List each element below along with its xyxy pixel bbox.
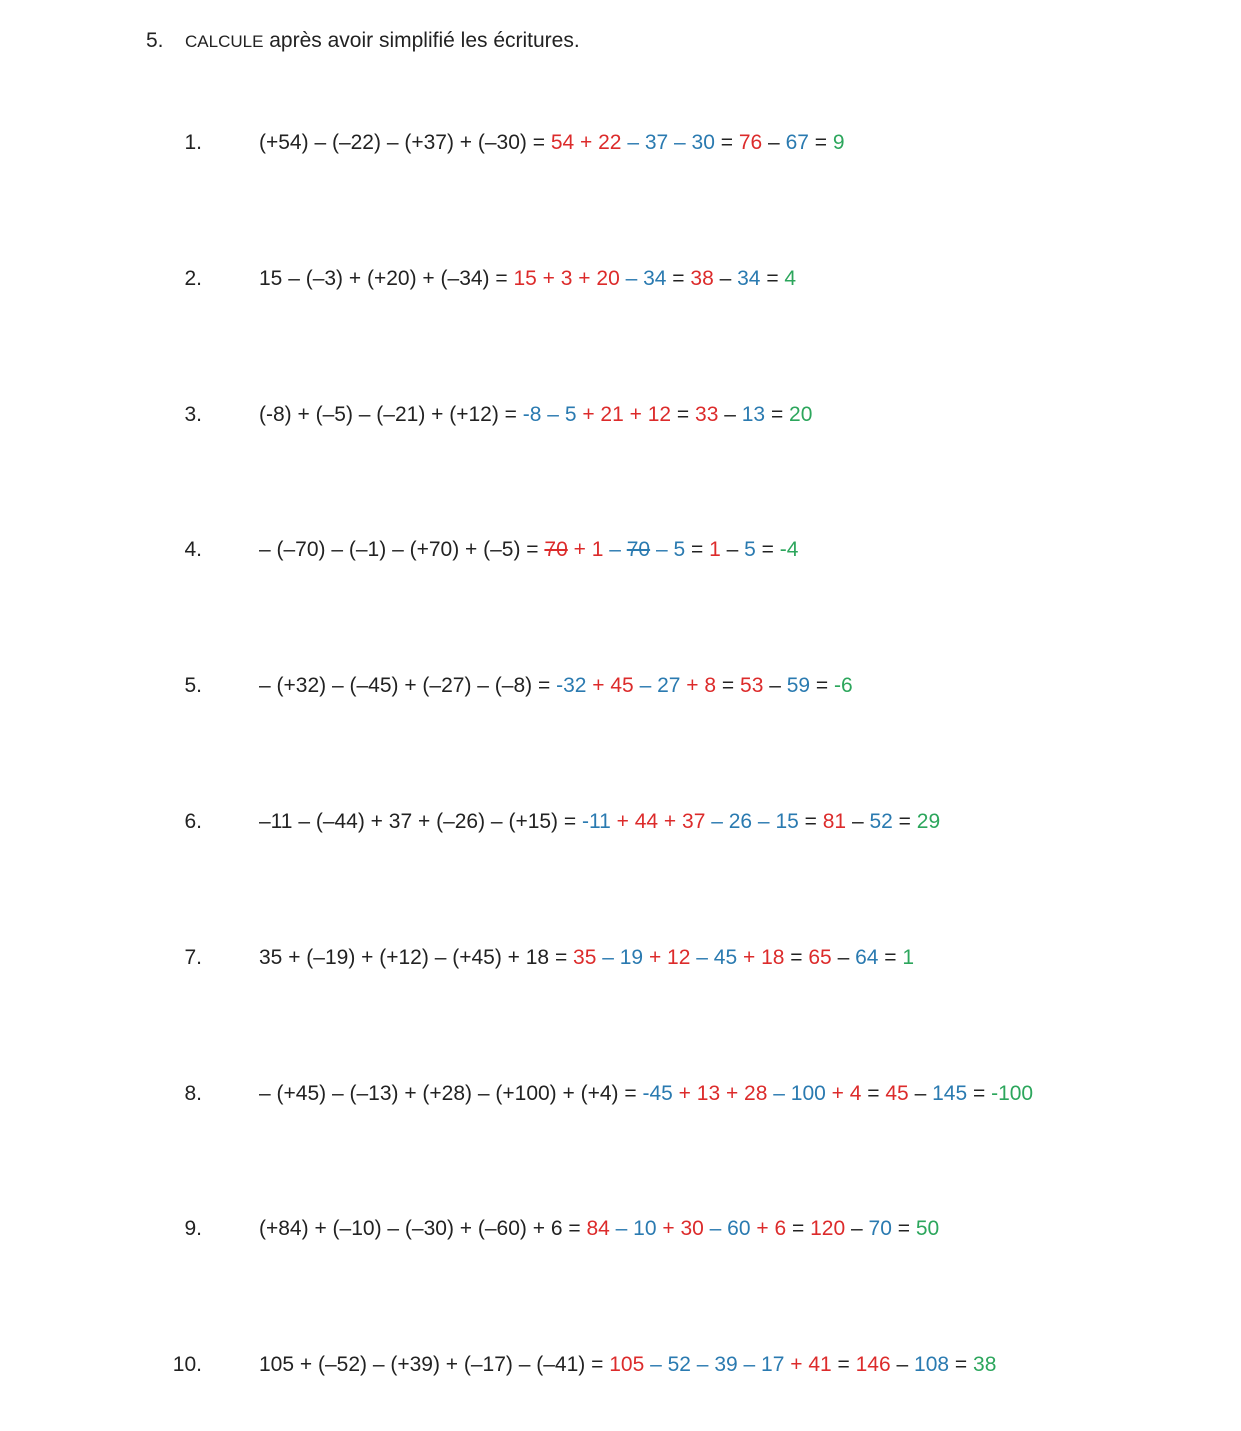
expression-term: = [861,1082,886,1105]
expression-term: = [755,538,780,561]
expression-term: 35 + (–19) + (+12) – (+45) + 18 = [259,946,574,969]
exercise-expression [259,1348,996,1382]
exercise-expression [259,941,914,975]
exercise-expression [259,669,853,703]
expression-term: = [786,1217,811,1240]
expression-term: – 45 [690,946,738,969]
expression-term: -11 [582,810,611,833]
expression-term: – 37 – 30 [621,131,715,154]
exercise-line [0,262,1200,296]
exercise-expression [259,805,940,839]
expression-term: 1 [709,538,721,561]
expression-term: – [718,403,742,426]
expression-term: – 26 – 15 [705,810,799,833]
expression-term: 35 [573,946,597,969]
expression-term: 146 [855,1353,891,1376]
expression-term: – 5 [650,538,686,561]
exercise-line [0,1212,1200,1246]
exercise-number: 6. [184,810,202,833]
exercise-number: 1. [184,131,202,154]
exercise-line [0,533,1200,567]
expression-term: = [716,674,741,697]
expression-term: 20 [789,403,813,426]
expression-term: + 13 + 28 [672,1082,768,1105]
exercise-number: 10. [172,1353,202,1376]
expression-term: + 30 [656,1217,704,1240]
expression-term: -4 [779,538,799,561]
expression-term: – [763,674,787,697]
expression-term: = [967,1082,992,1105]
expression-term: – 34 [619,267,667,290]
expression-term: 65 [808,946,832,969]
exercise-line [0,1348,1200,1382]
exercise-expression [259,126,845,160]
expression-term: 1 [902,946,915,969]
expression-term: = [685,538,710,561]
expression-term: 53 [740,674,764,697]
expression-term: = [810,674,835,697]
expression-term: – [603,538,627,561]
expression-term: (+54) – (–22) – (+37) + (–30) = [259,131,551,154]
exercise-number: 8. [184,1082,202,1105]
exercise-expression [259,533,798,567]
expression-term: -8 – 5 [522,403,577,426]
expression-term: = [760,267,785,290]
expression-term: -100 [991,1082,1034,1105]
expression-term: + 4 [825,1082,862,1105]
expression-term: 38 [690,267,714,290]
expression-term: – 60 [703,1217,751,1240]
heading-caps-word: CALCULE [185,32,264,51]
expression-term: 145 [932,1082,968,1105]
exercise-expression [259,1077,1033,1111]
exercise-line [0,126,1200,160]
expression-term: (+84) + (–10) – (–30) + (–60) + 6 = [259,1217,587,1240]
expression-term: 108 [914,1353,950,1376]
expression-term: 64 [855,946,879,969]
expression-term: 34 [737,267,761,290]
exercise-expression [259,1212,939,1246]
expression-term: 84 [586,1217,610,1240]
expression-term: 13 [741,403,766,426]
expression-term: + 41 [784,1353,832,1376]
expression-term: – [720,538,745,561]
exercise-number: 4. [184,538,202,561]
expression-term: 29 [916,810,941,833]
expression-term: = [949,1353,974,1376]
heading-number: 5. [146,29,164,52]
expression-term: – [890,1353,915,1376]
expression-term: 50 [915,1217,940,1240]
expression-term: + 21 + 12 [576,403,672,426]
expression-term: – [845,1217,869,1240]
expression-term: = [765,403,790,426]
expression-term: 45 [885,1082,909,1105]
exercise-number: 9. [184,1217,202,1240]
expression-term: = [798,810,823,833]
exercise-line [0,941,1200,975]
expression-term: = [671,403,696,426]
expression-term: 38 [973,1353,997,1376]
expression-term: – [762,131,786,154]
expression-term: 15 + 3 + 20 [513,267,620,290]
expression-term: + 18 [737,946,785,969]
expression-term: = [892,810,917,833]
exercise-line [0,1077,1200,1111]
exercise-number: 7. [184,946,202,969]
expression-term: = [784,946,809,969]
expression-term: = [666,267,691,290]
expression-term: 76 [738,131,763,154]
expression-term: (-8) + (–5) – (–21) + (+12) = [259,403,523,426]
expression-term: – 100 [767,1082,826,1105]
expression-term: – [846,810,870,833]
exercise-line [0,669,1200,703]
expression-term: – 52 – 39 – 17 [644,1353,785,1376]
expression-term: -32 [556,674,587,697]
exercise-heading [146,26,580,57]
expression-term: 15 – (–3) + (+20) + (–34) = [259,267,514,290]
expression-term: = [878,946,903,969]
expression-term: 4 [784,267,797,290]
expression-term: + 45 [586,674,634,697]
expression-term: 54 + 22 [550,131,622,154]
expression-term: – [831,946,856,969]
expression-term: + 1 [567,538,604,561]
expression-term: + 44 + 37 [610,810,706,833]
expression-term: – (–70) – (–1) – (+70) + (–5) = [259,538,545,561]
expression-term: 59 [786,674,811,697]
exercise-line [0,398,1200,432]
exercise-line [0,805,1200,839]
expression-term: 67 [785,131,809,154]
expression-term: + 12 [643,946,691,969]
expression-term: + 8 [680,674,717,697]
exercise-number: 5. [184,674,202,697]
crossed-out-term: 70 [544,538,568,561]
expression-term: – 10 [609,1217,657,1240]
expression-term: 5 [744,538,756,561]
exercise-expression [259,262,796,296]
expression-term: = [831,1353,856,1376]
expression-term: = [808,131,833,154]
expression-term: 120 [810,1217,846,1240]
expression-term: -45 [642,1082,673,1105]
expression-term: – 19 [596,946,644,969]
expression-term: – 27 [633,674,681,697]
expression-term: 105 + (–52) – (+39) + (–17) – (–41) = [259,1353,610,1376]
expression-term: – (+32) – (–45) + (–27) – (–8) = [259,674,557,697]
expression-term: –11 – (–44) + 37 + (–26) – (+15) = [259,810,582,833]
expression-term: – [908,1082,933,1105]
exercise-number: 3. [184,403,202,426]
crossed-out-term: 70 [626,538,651,561]
expression-term: -6 [834,674,853,697]
expression-term: 52 [869,810,893,833]
expression-term: 9 [832,131,845,154]
exercise-expression [259,398,812,432]
expression-term: 81 [822,810,847,833]
expression-term: + 6 [750,1217,787,1240]
expression-term: 33 [695,403,719,426]
expression-term: = [714,131,739,154]
heading-instruction: après avoir simplifié les écritures. [263,29,580,52]
expression-term: – (+45) – (–13) + (+28) – (+100) + (+4) = [259,1082,643,1105]
expression-term: – [713,267,738,290]
expression-term: = [891,1217,916,1240]
exercise-number: 2. [184,267,202,290]
expression-term: 70 [868,1217,892,1240]
expression-term: 105 [609,1353,645,1376]
